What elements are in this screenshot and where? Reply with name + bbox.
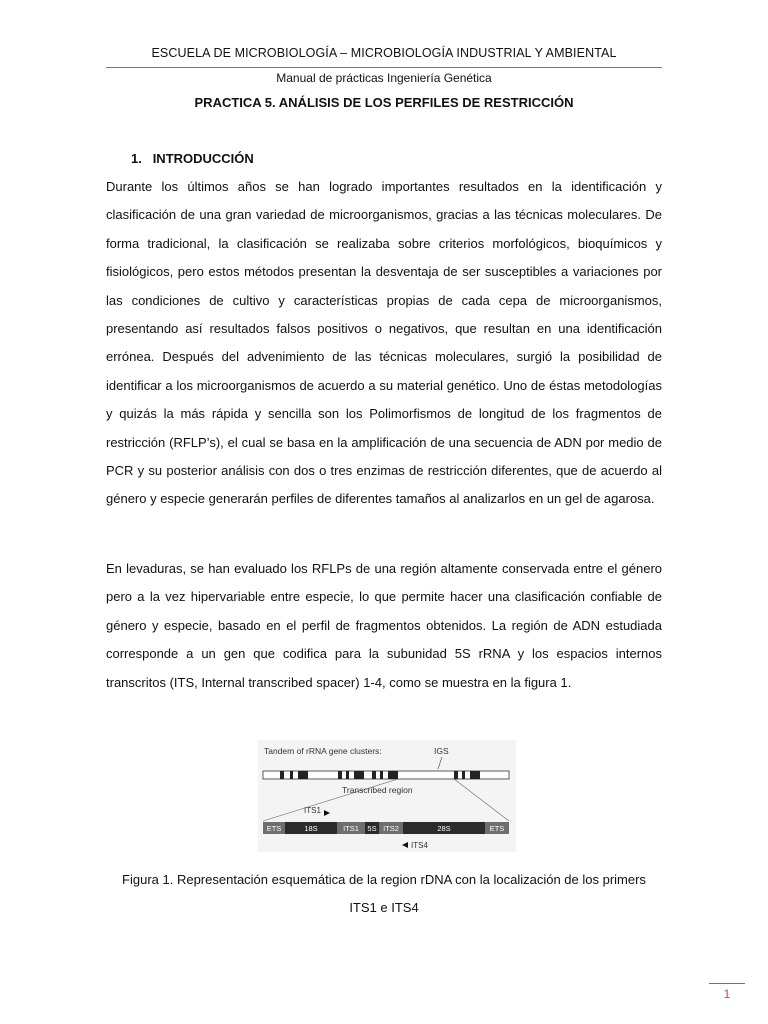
segment-label: ITS2 [383,824,399,833]
segment-label: 18S [304,824,318,833]
tandem-block [354,771,364,779]
intro-paragraph-1: Durante los últimos años se han logrado importantes resultados en la identificación y clasificación de una gran variedad de microorganismos, gracias a las técnicas moleculares. De forma tradicional, la clasificación se realizaba sobre criterios morfológicos, bioquímicos y fisiológicos, pero estos métodos presentan la desventaja de ser susceptibles a variaciones por las condiciones de cultivo y características propias de cada cepa de microorganismos, presentando así resultados falsos positivos o negativos, que resultan en una identificación errónea. Después del advenimiento de las técnicas moleculares, surgió la posibilidad de identificar a los microorganismos de acuerdo a su material genético. Uno de éstas metodologías y quizás la más rápida y sencilla son los Polimorfismos de longitud de los fragmentos de restricción (RFLP’s), el cual se basa en la amplificación de una secuencia de ADN por medio de PCR y su posterior análisis con dos o tres enzimas de restricción diferentes, que de acuerdo al género y especie generarán perfiles de diferentes tamaños al analizarlos en un gel de agarosa. [106,179,662,507]
header-manual-title: Manual de prácticas Ingeniería Genética [276,71,492,85]
section-title: INTRODUCCIÓN [152,151,254,166]
tandem-block [380,771,383,779]
section-number: 1. [131,151,142,166]
transcribed-region-label: Transcribed region [342,785,413,795]
tandem-block [470,771,480,779]
segment-label: 5S [367,824,377,833]
tandem-block [346,771,349,779]
figure-caption-line-1: Figura 1. Representación esquemática de la region rDNA con la localización de los primers [122,872,646,887]
tandem-block [388,771,398,779]
header-divider [106,67,662,68]
figure-background [258,740,516,852]
rdna-schematic-figure [258,740,516,852]
its1-primer-label: ITS1 [304,806,321,815]
segment-label: ITS1 [343,824,359,833]
footer-divider [709,983,745,984]
tandem-block [280,771,284,779]
practice-title: PRACTICA 5. ANÁLISIS DE LOS PERFILES DE RESTRICCIÓN [194,95,574,110]
tandem-block [298,771,308,779]
tandem-block [290,771,293,779]
tandem-block [338,771,342,779]
igs-label: IGS [434,746,449,756]
tandem-block [372,771,376,779]
rdna-schematic-diagram [258,740,516,852]
tandem-label: Tandem of rRNA gene clusters: [264,746,382,756]
tandem-block [454,771,458,779]
segment-label: ETS [489,824,505,833]
segment-label: ETS [266,824,282,833]
header-institution: ESCUELA DE MICROBIOLOGÍA – MICROBIOLOGÍA INDUSTRIAL Y AMBIENTAL [151,46,617,60]
intro-paragraph-2: En levaduras, se han evaluado los RFLPs de una región altamente conservada entre el género pero a la vez hipervariable entre especie, lo que permite hacer una clasificación confiable de género y especie, basado en el perfil de fragmentos obtenidos. La región de ADN estudiada corresponde a un gen que codifica para la subunidad 5S rRNA y los espacios internos transcritos (ITS, Internal transcribed spacer) 1-4, como se muestra en la figura 1. [106,561,662,690]
figure-caption [106,866,662,922]
segment-label: 28S [437,824,451,833]
tandem-block [462,771,465,779]
page-number: 1 [723,987,731,1001]
section-heading [131,151,254,166]
its4-primer-label: ITS4 [411,841,428,850]
figure-caption-line-2: ITS1 e ITS4 [349,900,419,915]
